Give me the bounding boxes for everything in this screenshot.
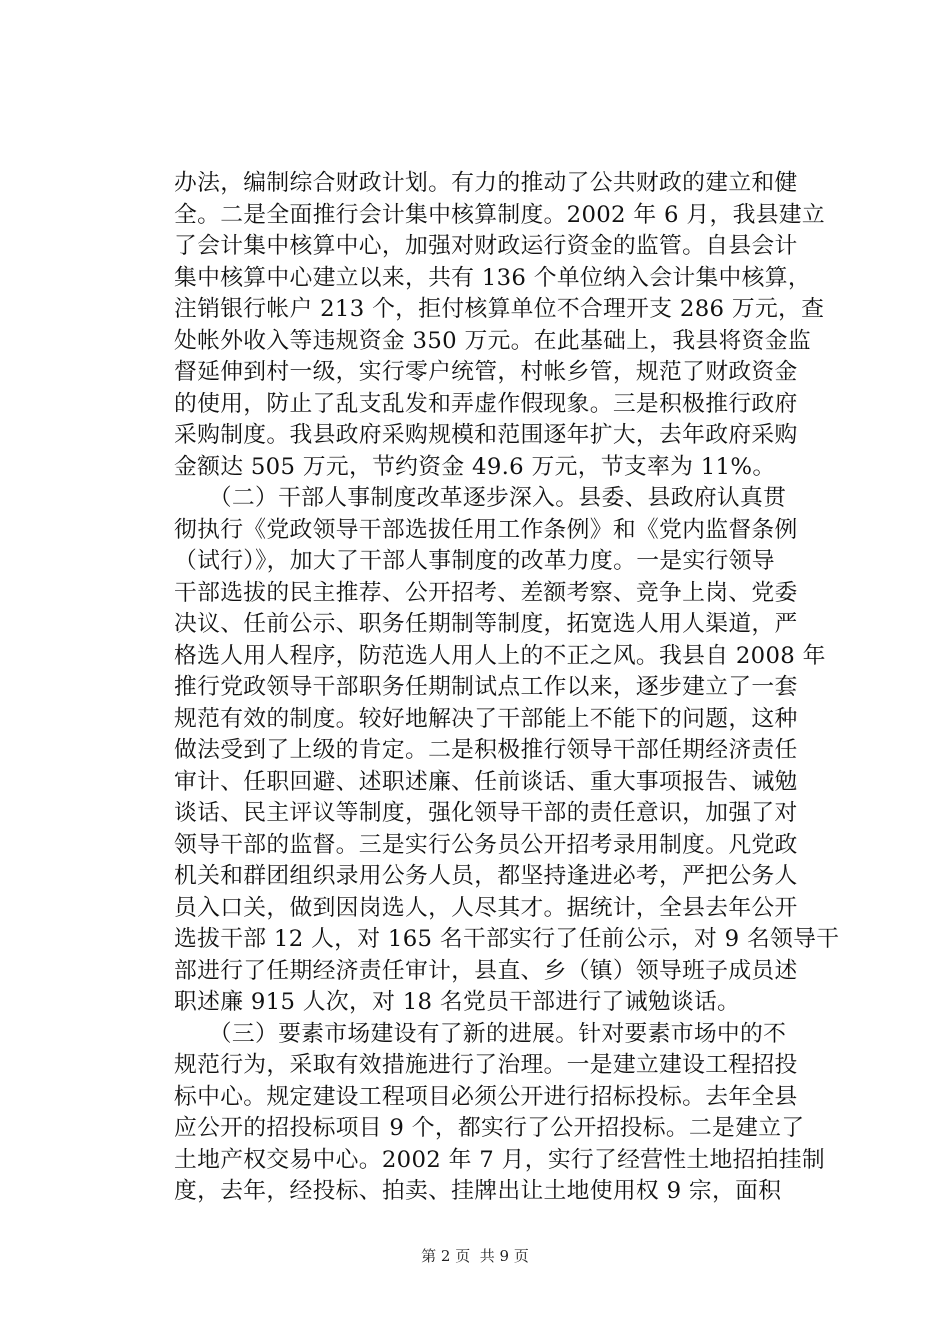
text-line: 了会计集中核算中心，加强对财政运行资金的监管。自县会计 [174, 233, 798, 259]
text-line: 标中心。规定建设工程项目必须公开进行招标投标。去年全县 [174, 1083, 798, 1110]
text-line: 机关和群团组织录用公务人员，都坚持逢进必考，严把公务人 [174, 863, 798, 889]
text-line: 全。二是全面推行会计集中核算制度。2002 年 6 月，我县建立 [174, 201, 825, 228]
text-line: 决议、任前公示、职务任期制等制度，拓宽选人用人渠道，严 [174, 611, 798, 637]
text-line: 办法，编制综合财政计划。有力的推动了公共财政的建立和健 [174, 170, 798, 196]
text-line: 督延伸到村一级，实行零户统管，村帐乡管，规范了财政资金 [174, 359, 798, 385]
text-line: 金额达 505 万元，节约资金 49.6 万元，节支率为 11%。 [174, 453, 776, 480]
text-line: （三）要素市场建设有了新的进展。针对要素市场中的不 [174, 1020, 787, 1047]
text-line: 格选人用人程序，防范选人用人上的不正之风。我县自 2008 年 [174, 642, 826, 669]
text-line: （试行）》，加大了干部人事制度的改革力度。一是实行领导 [174, 548, 775, 574]
text-line: 注销银行帐户 213 个，拒付核算单位不合理开支 286 万元，查 [174, 296, 825, 322]
body-text [174, 168, 840, 1208]
text-line: 采购制度。我县政府采购规模和范围逐年扩大，去年政府采购 [174, 422, 798, 448]
text-line: （二）干部人事制度改革逐步深入。县委、县政府认真贯 [174, 485, 787, 511]
text-line: 审计、任职回避、述职述廉、任前谈话、重大事项报告、诫勉 [174, 768, 798, 795]
text-line: 规范有效的制度。较好地解决了干部能上不能下的问题，这种 [174, 705, 798, 732]
text-line: 员入口关，做到因岗选人，人尽其才。据统计，全县去年公开 [174, 894, 798, 921]
text-line: 土地产权交易中心。2002 年 7 月，实行了经营性土地招拍挂制 [174, 1146, 825, 1173]
text-line: 选拔干部 12 人，对 165 名干部实行了任前公示，对 9 名领导干 [174, 926, 840, 952]
text-line: 集中核算中心建立以来，共有 136 个单位纳入会计集中核算， [174, 264, 811, 291]
text-line: 推行党政领导干部职务任期制试点工作以来，逐步建立了一套 [174, 674, 798, 700]
page-number-label: 第 2 页 共 9 页 [421, 1247, 529, 1265]
text-line: 处帐外收入等违规资金 350 万元。在此基础上，我县将资金监 [174, 327, 811, 354]
text-line: 应公开的招投标项目 9 个，都实行了公开招投标。二是建立了 [174, 1115, 805, 1141]
text-line: 度，去年，经投标、拍卖、挂牌出让土地使用权 9 宗，面积 [174, 1178, 782, 1204]
text-line: 规范行为，采取有效措施进行了治理。一是建立建设工程招投 [174, 1052, 798, 1078]
text-line: 谈话、民主评议等制度，强化领导干部的责任意识，加强了对 [174, 800, 798, 826]
text-line: 职述廉 915 人次，对 18 名党员干部进行了诫勉谈话。 [174, 989, 741, 1015]
text-line: 做法受到了上级的肯定。二是积极推行领导干部任期经济责任 [174, 737, 798, 763]
text-line: 干部选拔的民主推荐、公开招考、差额考察、竞争上岗、党委 [174, 579, 798, 606]
text-line: 部进行了任期经济责任审计，县直、乡（镇）领导班子成员述 [174, 957, 798, 984]
text-line: 领导干部的监督。三是实行公务员公开招考录用制度。凡党政 [174, 831, 798, 858]
text-line: 的使用，防止了乱支乱发和弄虚作假现象。三是积极推行政府 [174, 390, 798, 417]
page-footer [0, 1245, 950, 1266]
text-line: 彻执行《党政领导干部选拔任用工作条例》和《党内监督条例 [174, 516, 798, 543]
